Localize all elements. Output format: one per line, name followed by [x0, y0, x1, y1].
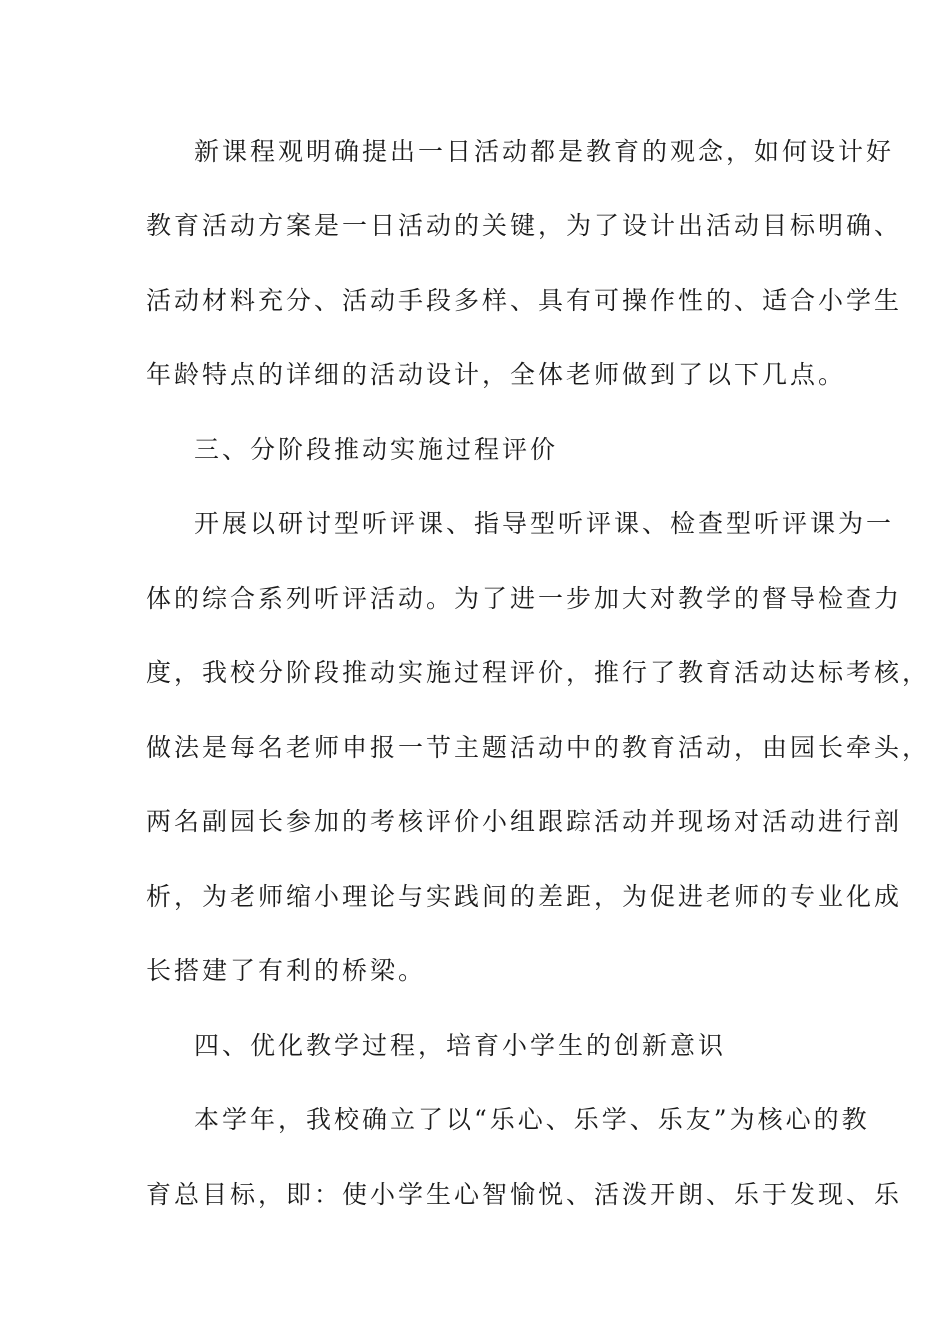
paragraph-line: 体的综合系列听评活动。为了进一步加大对教学的督导检查力 — [146, 584, 903, 613]
paragraph-line: 度，我校分阶段推动实施过程评价，推行了教育活动达标考核， — [146, 658, 931, 687]
paragraph-line: 育总目标，即：使小学生心智愉悦、活泼开朗、乐于发现、乐 — [146, 1180, 903, 1209]
paragraph-line: 两名副园长参加的考核评价小组跟踪活动并现场对活动进行剖 — [146, 807, 903, 836]
paragraph-line: 析，为老师缩小理论与实践间的差距，为促进老师的专业化成 — [146, 882, 903, 911]
paragraph-line: 开展以研讨型听评课、指导型听评课、检查型听评课为一 — [194, 509, 895, 538]
paragraph-line: 活动材料充分、活动手段多样、具有可操作性的、适合小学生 — [146, 286, 903, 315]
paragraph-line: 教育活动方案是一日活动的关键，为了设计出活动目标明确、 — [146, 211, 903, 240]
paragraph-line: 年龄特点的详细的活动设计，全体老师做到了以下几点。 — [146, 360, 847, 389]
section-heading: 四、优化教学过程，培育小学生的创新意识 — [194, 1031, 727, 1060]
paragraph-line: 新课程观明确提出一日活动都是教育的观念，如何设计好 — [194, 137, 895, 166]
paragraph-line: 长搭建了有利的桥梁。 — [146, 956, 427, 985]
paragraph-line: 做法是每名老师申报一节主题活动中的教育活动，由园长牵头， — [146, 733, 931, 762]
paragraph-line: 本学年，我校确立了以“乐心、乐学、乐友”为核心的教 — [194, 1105, 870, 1134]
section-heading: 三、分阶段推动实施过程评价 — [194, 435, 559, 464]
